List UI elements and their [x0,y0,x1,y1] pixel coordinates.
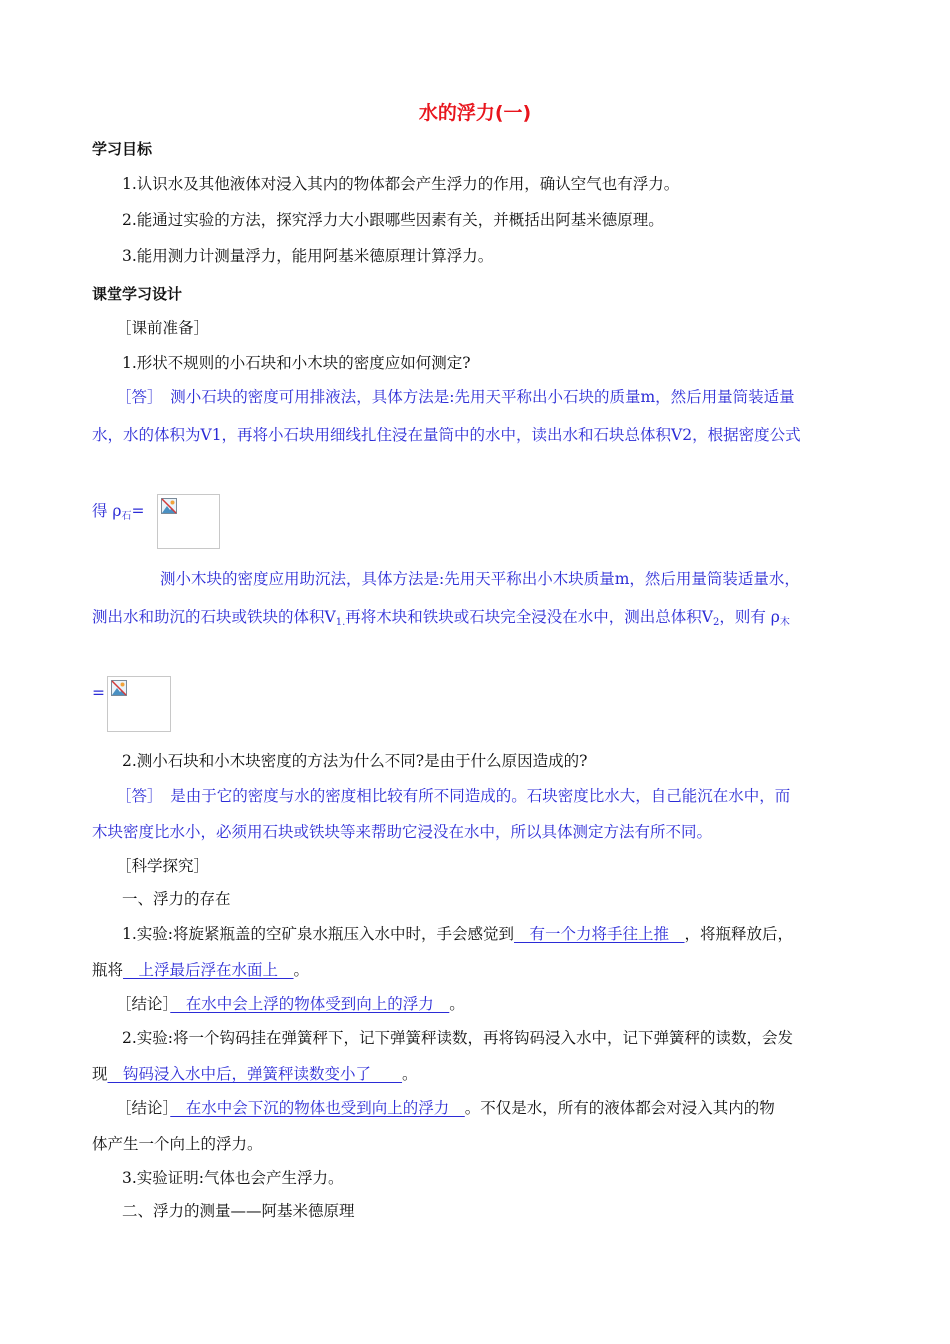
fill-blank: 在水中会下沉的物体也受到向上的浮力 [170,1099,465,1117]
density-formula-wood: = [92,684,105,702]
answer-1-line: 水，水的体积为V1，再将小石块用细线扎住浸在量筒中的水中，读出水和石块总体积V2，根据密度公式 [92,426,801,444]
section-1-title: 一、浮力的存在 [122,890,231,908]
page-title: 水的浮力(一) [418,102,532,124]
goals-heading: 学习目标 [92,140,153,158]
design-heading: 课堂学习设计 [92,285,183,303]
goal-item: 1.认识水及其他液体对浸入其内的物体都会产生浮力的作用，确认空气也有浮力。 [122,175,680,193]
answer-1-line: 测出水和助沉的石块或铁块的体积$V_{1.}$再将木块和铁块或石块完全浸没在水中，测出总体积$V_2$，则有 $\rho_木$ [92,608,790,628]
goal-item: 3.能用测力计测量浮力，能用阿基米德原理计算浮力。 [122,247,494,265]
broken-image-icon [111,680,127,696]
fill-blank: 上浮最后浮在水面上 [123,961,294,979]
answer-2-line: ［答］ 是由于它的密度与水的密度相比较有所不同造成的。石块密度比水大，自己能沉在水中，而 [116,787,791,805]
fill-blank: 钩码浸入水中后，弹簧秤读数变小了 [107,1065,403,1083]
formula-image-placeholder [107,676,171,732]
answer-1-line: 测小木块的密度应用助沉法，具体方法是:先用天平称出小木块质量m，然后用量筒装适量水， [160,570,800,588]
section-2-title: 二、浮力的测量——阿基米德原理 [122,1202,355,1220]
prep-label: ［课前准备］ [116,319,210,337]
question-2: 2.测小石块和小木块密度的方法为什么不同?是由于什么原因造成的? [122,752,588,770]
experiment-1: 1.实验:将旋紧瓶盖的空矿泉水瓶压入水中时，手会感觉到 有一个力将手往上推 ，将瓶释放后， [122,925,794,943]
experiment-1-cont: 瓶将 上浮最后浮在水面上 。 [92,961,310,979]
explore-label: ［科学探究］ [116,857,210,875]
goal-item: 2.能通过实验的方法，探究浮力大小跟哪些因素有关，并概括出阿基米德原理。 [122,211,664,229]
experiment-2-cont: 现 钩码浸入水中后，弹簧秤读数变小了 。 [92,1065,418,1083]
density-formula-stone: 得 $\rho_石=$ [92,502,145,522]
conclusion-2-cont: 体产生一个向上的浮力。 [92,1135,263,1153]
question-1: 1.形状不规则的小石块和小木块的密度应如何测定? [122,354,471,372]
experiment-2: 2.实验:将一个钩码挂在弹簧秤下，记下弹簧秤读数，再将钩码浸入水中，记下弹簧秤的读数，会发 [122,1029,794,1047]
fill-blank: 在水中会上浮的物体受到向上的浮力 [170,995,450,1013]
answer-1-line: ［答］ 测小石块的密度可用排液法，具体方法是:先用天平称出小石块的质量m，然后用量筒装适量 [116,388,795,406]
fill-blank: 有一个力将手往上推 [514,925,685,943]
experiment-3: 3.实验证明:气体也会产生浮力。 [122,1169,344,1187]
formula-image-placeholder [157,494,220,549]
broken-image-icon [161,498,177,514]
conclusion-2: ［结论］ 在水中会下沉的物体也受到向上的浮力 。不仅是水，所有的液体都会对浸入其内的物 [116,1099,775,1117]
conclusion-1: ［结论］ 在水中会上浮的物体受到向上的浮力 。 [116,995,465,1013]
answer-2-line: 木块密度比水小，必须用石块或铁块等来帮助它浸没在水中，所以具体测定方法有所不同。 [92,823,713,841]
